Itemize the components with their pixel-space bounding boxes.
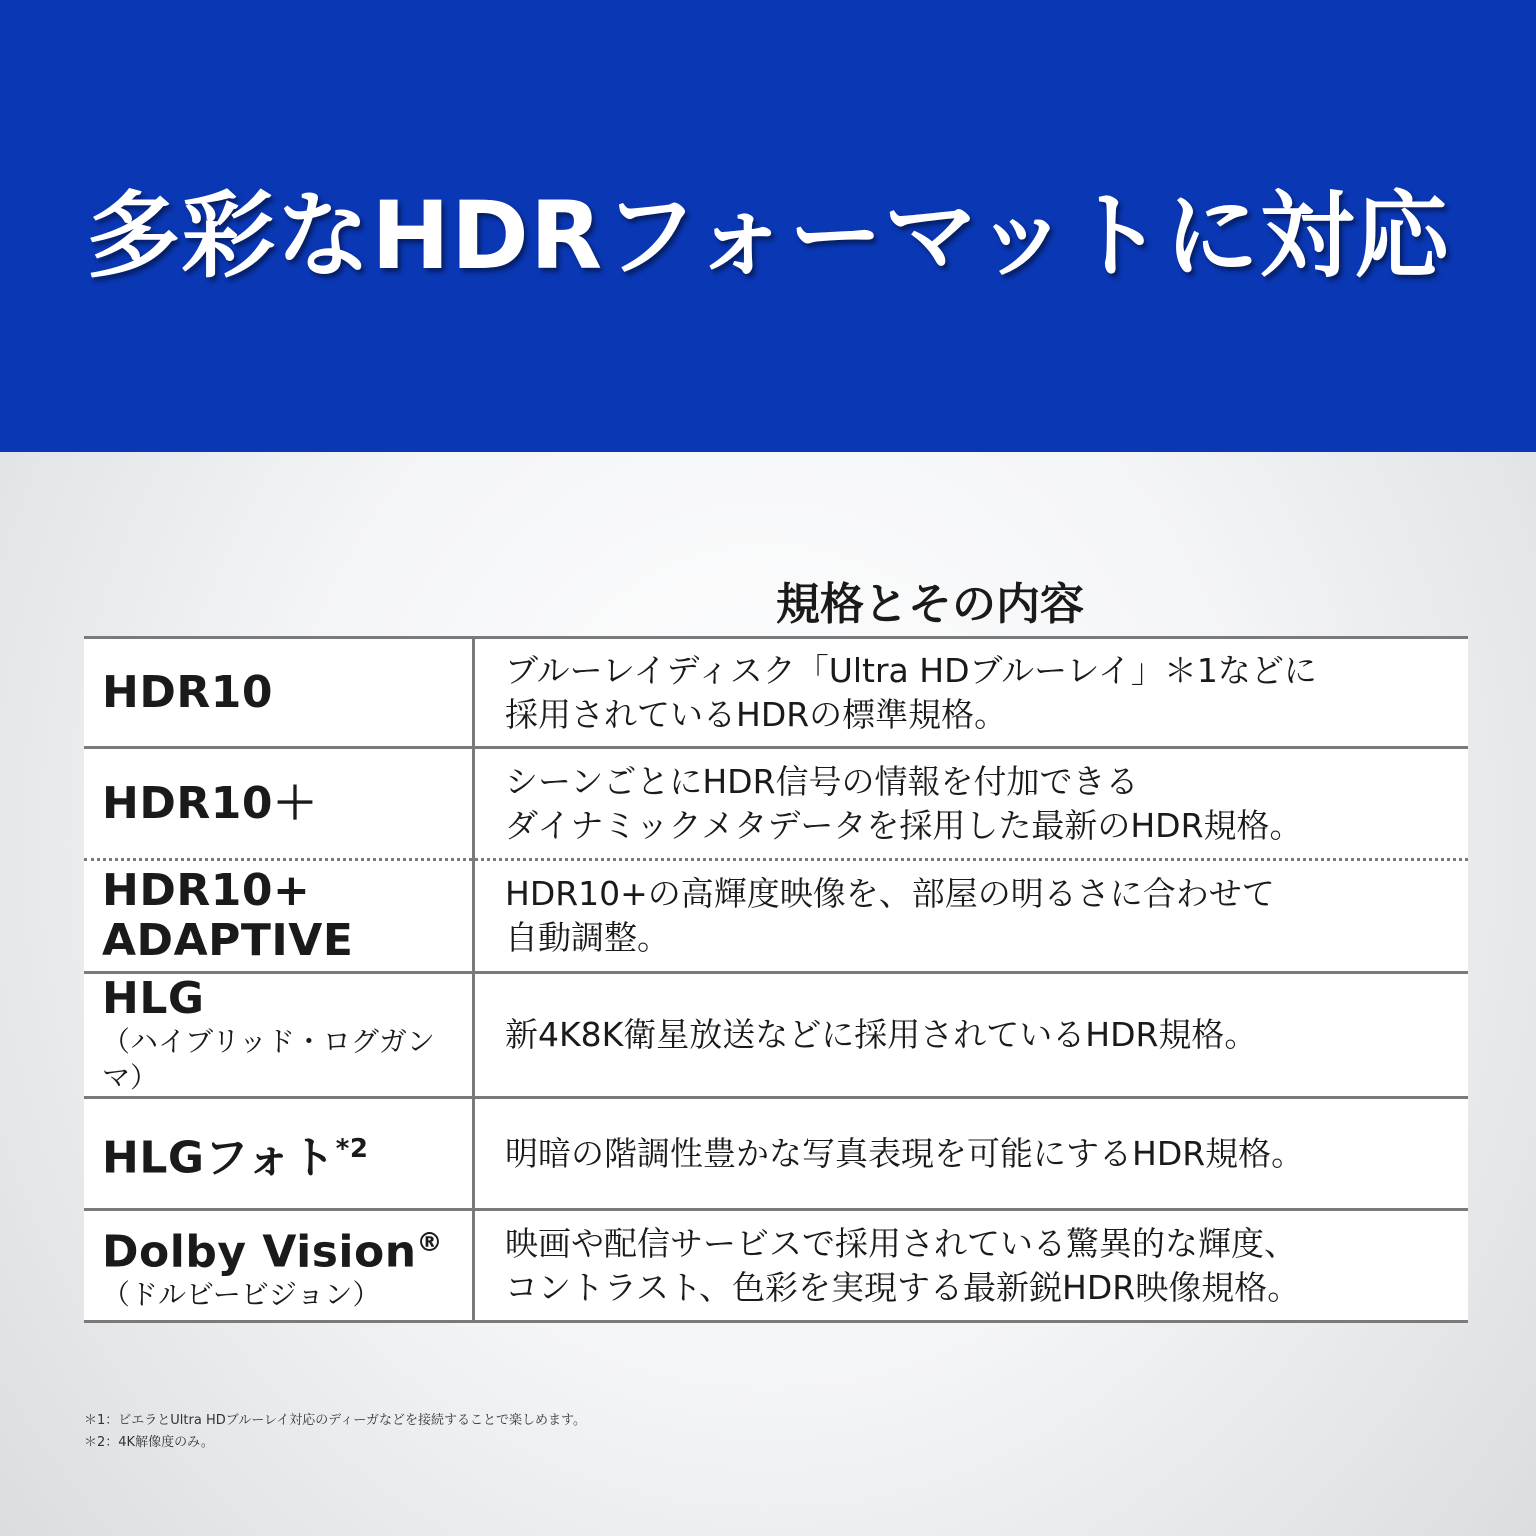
format-desc-line: 新4K8K衛星放送などに採用されているHDR規格。: [505, 1015, 1258, 1054]
table-row: [84, 973, 1468, 1098]
footnote-marker: *2: [335, 1133, 369, 1164]
format-desc-line: ブルーレイディスク「Ultra HDブルーレイ」＊1などに: [505, 650, 1317, 690]
format-name-sub: （ドルビービジョン）: [102, 1278, 381, 1312]
table-row: [84, 1210, 1468, 1322]
registered-mark: ®: [416, 1227, 444, 1258]
table-row: [84, 1098, 1468, 1210]
format-name-cell: [84, 1210, 474, 1322]
table-row: [84, 748, 1468, 860]
format-name-cell: [84, 748, 474, 860]
format-desc-line: 映画や配信サービスで採用されている驚異的な輝度、: [505, 1223, 1297, 1263]
hdr-format-table: [84, 636, 1468, 1323]
format-name: HDR10: [102, 666, 273, 718]
format-name: HDR10＋: [102, 777, 318, 829]
banner-title: 多彩なHDRフォーマットに対応: [86, 182, 1450, 291]
format-desc-cell: [474, 1210, 1469, 1322]
format-desc-cell: [474, 748, 1469, 860]
header-banner: [0, 0, 1536, 452]
format-desc-cell: [474, 860, 1469, 973]
format-name: HLGフォト: [102, 1132, 336, 1184]
format-desc-line: HDR10+の高輝度映像を、部屋の明るさに合わせて: [505, 874, 1275, 913]
format-desc-line: 採用されているHDRの標準規格。: [505, 694, 1008, 734]
table-heading: 規格とその内容: [776, 579, 1084, 630]
format-desc-line: 明暗の階調性豊かな写真表現を可能にするHDR規格。: [505, 1133, 1305, 1173]
format-name: HLG: [102, 973, 205, 1024]
table-row: [84, 860, 1468, 973]
format-desc-cell: [474, 973, 1469, 1098]
format-desc-cell: [474, 638, 1469, 748]
format-name-wrap: [102, 1218, 472, 1278]
format-desc-line: 自動調整。: [505, 918, 670, 957]
format-name-line2: ADAPTIVE: [102, 915, 354, 966]
format-name-cell: [84, 1098, 474, 1210]
format-desc-line: ダイナミックメタデータを採用した最新のHDR規格。: [505, 805, 1303, 845]
format-name: Dolby Vision: [102, 1226, 417, 1278]
format-name-cell: [84, 638, 474, 748]
format-desc-line: シーンごとにHDR信号の情報を付加できる: [505, 761, 1139, 801]
format-desc-line: コントラスト、色彩を実現する最新鋭HDR映像規格。: [505, 1267, 1301, 1307]
format-name: HDR10+: [102, 865, 311, 916]
format-desc-cell: [474, 1098, 1469, 1210]
format-name-wrap: [102, 1124, 472, 1184]
format-name-sub: （ハイブリッド・ログガンマ）: [102, 1025, 435, 1094]
format-name-cell: [84, 860, 474, 973]
footnote-2: ＊2：4K解像度のみ。: [84, 1435, 214, 1450]
footnote-1: ＊1：ビエラとUltra HDブルーレイ対応のディーガなどを接続することで楽しめます。: [84, 1413, 586, 1428]
format-name-cell: [84, 973, 474, 1098]
footnotes: [84, 1410, 1384, 1454]
table-row: [84, 638, 1468, 748]
